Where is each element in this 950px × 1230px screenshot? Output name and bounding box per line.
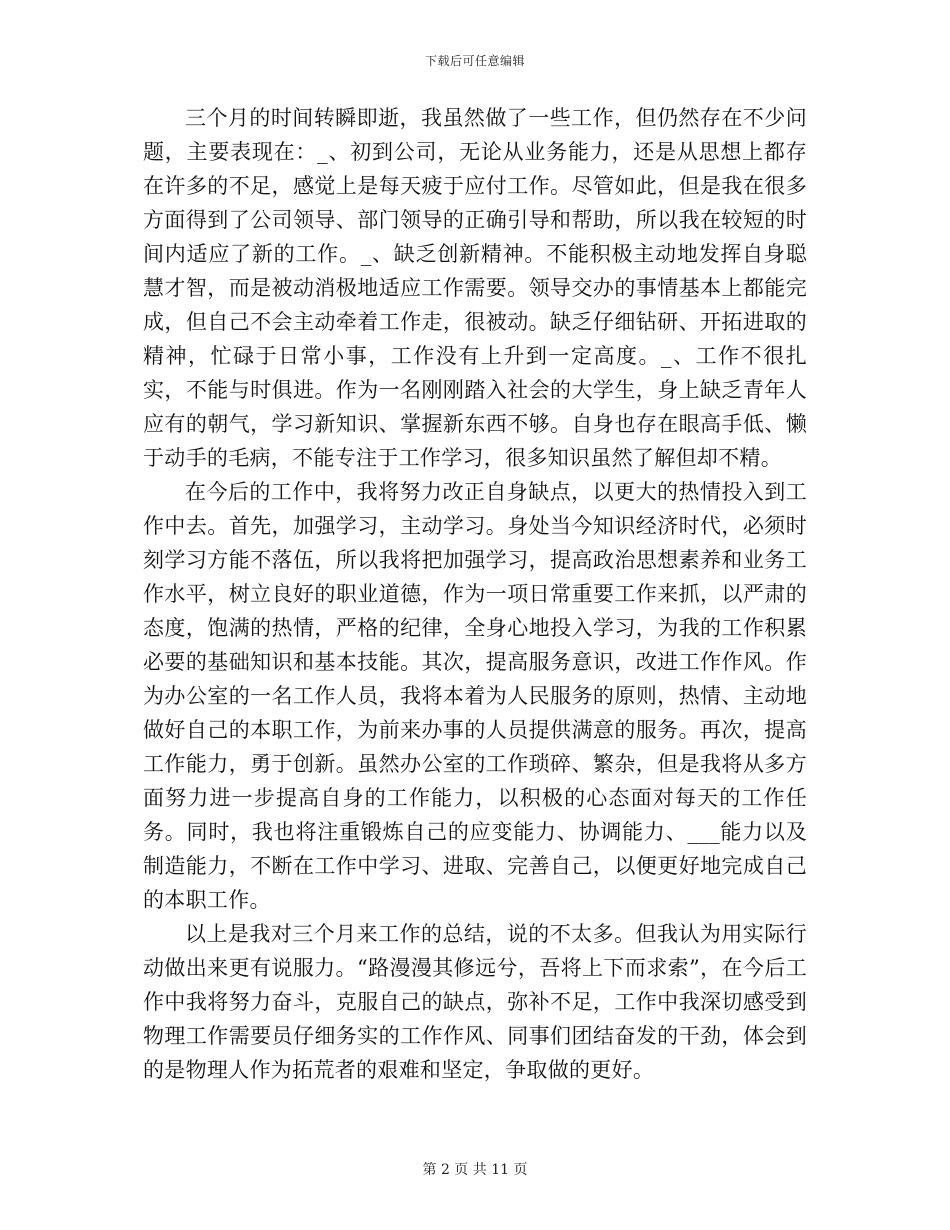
- paragraph-3: 以上是我对三个月来工作的总结，说的不太多。但我认为用实际行动做出来更有说服力。“路漫漫其修远兮，吾将上下而求索”，在今后工作中我将努力奋斗，克服自己的缺点，弥补不足，工作中我深切感受到物理工作需要员仔细务实的工作作风、同事们团结奋发的干劲，体会到的是物理人作为拓荒者的艰难和坚定，争取做的更好。: [143, 922, 807, 1082]
- paragraph-1: 三个月的时间转瞬即逝，我虽然做了一些工作，但仍然存在不少问题，主要表现在：_、初到公司，无论从业务能力，还是从思想上都存在许多的不足，感觉上是每天疲于应付工作。尽管如此，但是我在很多方面得到了公司领导、部门领导的正确引导和帮助，所以我在较短的时间内适应了新的工作。_、缺乏创新精神。不能积极主动地发挥自身聪慧才智，而是被动消极地适应工作需要。领导交办的事情基本上都能完成，但自己不会主动牵着工作走，很被动。缺乏仔细钻研、开拓进取的精神，忙碌于日常小事，工作没有上升到一定高度。_、工作不很扎实，不能与时俱进。作为一名刚刚踏入社会的大学生，身上缺乏青年人应有的朝气，学习新知识、掌握新东西不够。自身也存在眼高手低、懒于动手的毛病，不能专注于工作学习，很多知识虽然了解但却不精。: [143, 106, 807, 470]
- document-body: [143, 101, 807, 1087]
- paragraph-2: 在今后的工作中，我将努力改正自身缺点，以更大的热情投入到工作中去。首先，加强学习，主动学习。身处当今知识经济时代，必须时刻学习方能不落伍，所以我将把加强学习，提高政治思想素养和业务工作水平，树立良好的职业道德，作为一项日常重要工作来抓，以严肃的态度，饱满的热情，严格的纪律，全身心地投入学习，为我的工作积累必要的基础知识和基本技能。其次，提高服务意识，改进工作作风。作为办公室的一名工作人员，我将本着为人民服务的原则，热情、主动地做好自己的本职工作，为前来办事的人员提供满意的服务。再次，提高工作能力，勇于创新。虽然办公室的工作琐碎、繁杂，但是我将从多方面努力进一步提高自身的工作能力，以积极的心态面对每天的工作任务。同时，我也将注重锻炼自己的应变能力、协调能力、___能力以及制造能力，不断在工作中学习、进取、完善自己，以便更好地完成自己的本职工作。: [143, 480, 807, 912]
- page-number-footer: 第 2 页 共 11 页: [422, 1162, 528, 1178]
- page-header-note: 下载后可任意编辑: [424, 54, 525, 68]
